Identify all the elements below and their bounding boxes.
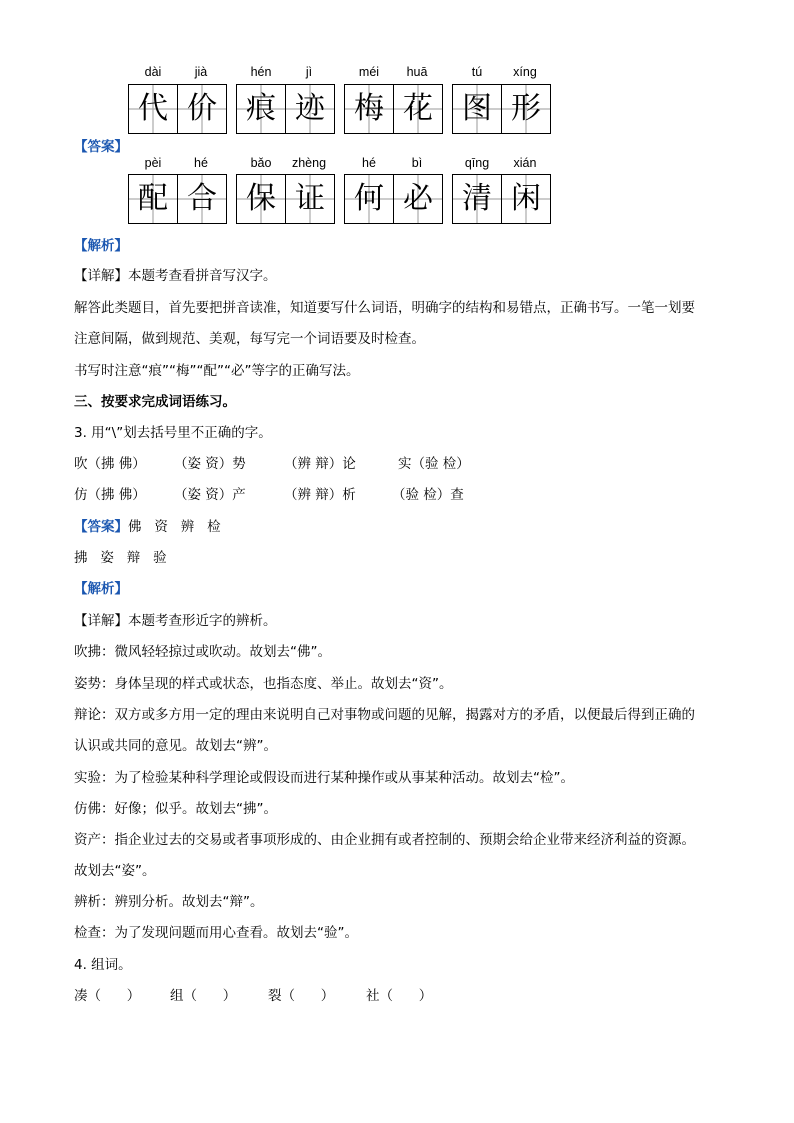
answer-label: 【答案】 xyxy=(74,139,128,155)
word-choice: （辨 辩）论 xyxy=(284,456,356,472)
paragraph-line: 解答此类题目，首先要把拼音读准，知道要写什么词语，明确字的结构和易错点，正确书写。一笔一划要 xyxy=(74,300,695,316)
char-cell: 代 xyxy=(128,84,177,134)
pinyin-label: zhèng xyxy=(291,156,327,170)
char-cell: 闲 xyxy=(501,174,551,224)
char-cell: 价 xyxy=(177,84,227,134)
pinyin-label: dài xyxy=(144,65,162,79)
char-cell: 图 xyxy=(452,84,501,134)
section-title: 三、按要求完成词语练习。 xyxy=(74,394,236,410)
explanation-line: 辨析：辨别分析。故划去“辩”。 xyxy=(74,894,264,910)
char-cell: 形 xyxy=(501,84,551,134)
char-box-pair xyxy=(452,84,551,134)
explanation-line: 姿势：身体呈现的样式或状态，也指态度、举止。故划去“资”。 xyxy=(74,676,453,692)
answer-label: 【答案】 xyxy=(74,519,128,535)
word-choice: 仿（拂 佛） xyxy=(74,487,146,503)
question-prompt: 4. 组词。 xyxy=(74,957,132,973)
word-blank: 凑（ ） xyxy=(74,988,141,1004)
explanation-line: 吹拂：微风轻轻掠过或吹动。故划去“佛”。 xyxy=(74,644,331,660)
pinyin-label: xián xyxy=(513,156,537,170)
word-choice: 吹（拂 佛） xyxy=(74,456,146,472)
pinyin-label: qīng xyxy=(464,156,490,170)
char-box-pair xyxy=(344,84,443,134)
char-cell: 清 xyxy=(452,174,501,224)
paragraph-line: 注意间隔，做到规范、美观，每写完一个词语要及时检查。 xyxy=(74,331,425,347)
char-cell: 合 xyxy=(177,174,227,224)
char-box-pair xyxy=(128,174,227,224)
pinyin-label: hé xyxy=(194,156,208,170)
word-blank: 裂（ ） xyxy=(268,988,335,1004)
detail-label: 【详解】 xyxy=(74,613,128,629)
explanation-line: 辩论：双方或多方用一定的理由来说明自己对事物或问题的见解，揭露对方的矛盾，以便最后得到正确的 xyxy=(74,707,695,723)
explanation-line: 实验：为了检验某种科学理论或假设而进行某种操作或从事某种活动。故划去“检”。 xyxy=(74,770,574,786)
pinyin-label: tú xyxy=(471,65,483,79)
detail-text: 本题考查形近字的辨析。 xyxy=(128,613,277,629)
detail-line xyxy=(74,264,277,284)
detail-line xyxy=(74,609,277,629)
explanation-line: 资产：指企业过去的交易或者事项形成的、由企业拥有或者控制的、预期会给企业带来经济利益的资源。 xyxy=(74,832,695,848)
explanation-line: 仿佛：好像；似乎。故划去“拂”。 xyxy=(74,801,277,817)
answer-line: 拂 姿 辩 验 xyxy=(74,550,167,566)
pinyin-label: bǎo xyxy=(250,156,272,170)
char-box-pair xyxy=(344,174,443,224)
pinyin-label: hé xyxy=(362,156,376,170)
char-cell: 配 xyxy=(128,174,177,224)
word-blank: 社（ ） xyxy=(366,988,433,1004)
char-cell: 保 xyxy=(236,174,285,224)
char-cell: 何 xyxy=(344,174,393,224)
question-prompt: 3. 用“\”划去括号里不正确的字。 xyxy=(74,425,272,441)
pinyin-label: bì xyxy=(411,156,423,170)
char-box-pair xyxy=(236,174,335,224)
word-blank: 组（ ） xyxy=(170,988,237,1004)
char-cell: 花 xyxy=(393,84,443,134)
pinyin-label: huā xyxy=(406,65,428,79)
answer-line xyxy=(74,515,221,535)
explanation-line: 认识或共同的意见。故划去“辨”。 xyxy=(74,738,277,754)
pinyin-label: xíng xyxy=(513,65,537,79)
char-cell: 迹 xyxy=(285,84,335,134)
pinyin-label: pèi xyxy=(144,156,162,170)
char-box-pair xyxy=(452,174,551,224)
explanation-line: 检查：为了发现问题而用心查看。故划去“验”。 xyxy=(74,925,358,941)
char-cell: 痕 xyxy=(236,84,285,134)
word-choice: （验 检）查 xyxy=(392,487,464,503)
analysis-label: 【解析】 xyxy=(74,238,128,254)
pinyin-grid-2 xyxy=(0,150,794,230)
pinyin-label: méi xyxy=(358,65,380,79)
word-choice: （姿 资）产 xyxy=(174,487,246,503)
word-choice: 实（验 检） xyxy=(398,456,470,472)
pinyin-label: jià xyxy=(194,65,208,79)
pinyin-label: jì xyxy=(305,65,313,79)
char-box-pair xyxy=(128,84,227,134)
char-box-pair xyxy=(236,84,335,134)
word-choice: （辨 辩）析 xyxy=(284,487,356,503)
detail-text: 本题考查看拼音写汉字。 xyxy=(128,268,277,284)
explanation-line: 故划去“姿”。 xyxy=(74,863,156,879)
analysis-label: 【解析】 xyxy=(74,581,128,597)
answer-text: 佛 资 辨 检 xyxy=(128,519,221,535)
paragraph-line: 书写时注意“痕”“梅”“配”“必”等字的正确写法。 xyxy=(74,363,360,379)
char-cell: 梅 xyxy=(344,84,393,134)
char-cell: 必 xyxy=(393,174,443,224)
word-choice: （姿 资）势 xyxy=(174,456,246,472)
detail-label: 【详解】 xyxy=(74,268,128,284)
pinyin-grid-1 xyxy=(0,0,794,140)
pinyin-label: hén xyxy=(250,65,272,79)
char-cell: 证 xyxy=(285,174,335,224)
